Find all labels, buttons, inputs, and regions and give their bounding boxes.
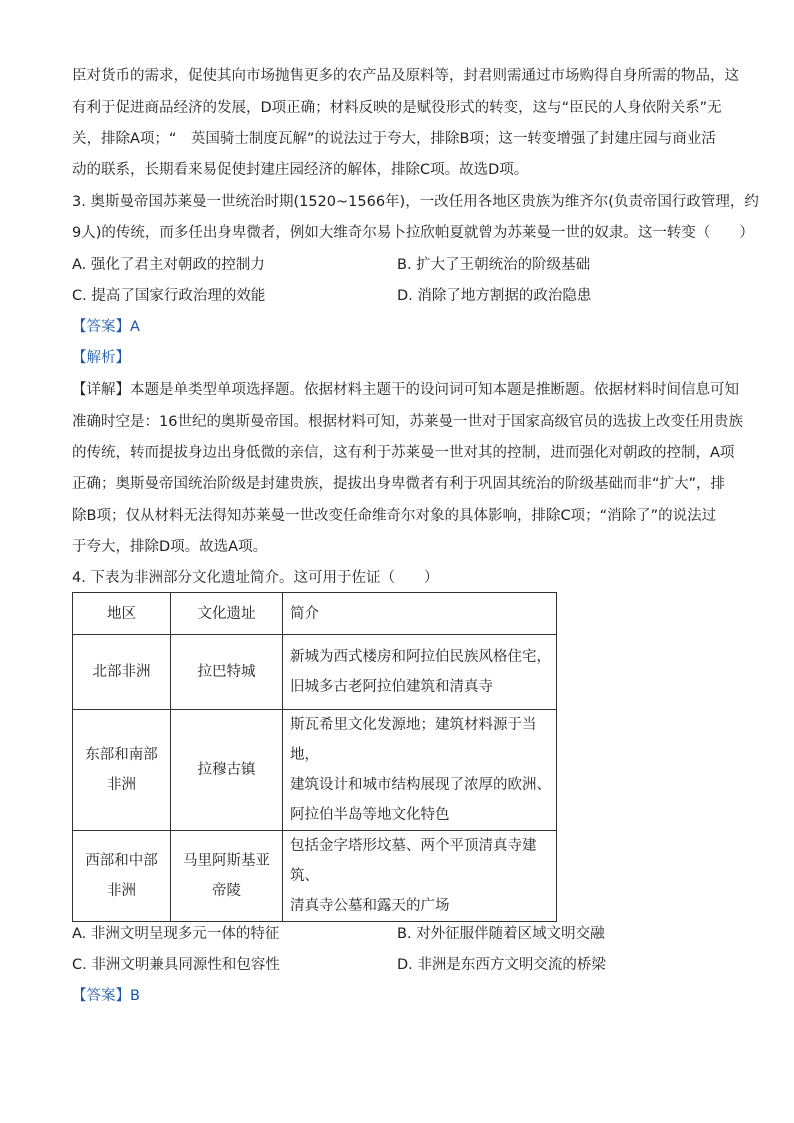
question-4-stem: 4. 下表为非洲部分文化遗址简介。这可用于佐证（ ） [72,570,439,586]
cell-text: 非洲 [107,883,136,899]
q3-detail-line: 正确；奥斯曼帝国统治阶级是封建贵族，提拔出身卑微者有利于巩固其统治的阶级基础而非“扩大”，排 [72,476,726,492]
cell-text: 清真寺公墓和露天的广场 [290,898,450,914]
q3-option-c: C. 提高了国家行政治理的效能 [72,288,266,304]
paragraph-line: 臣对货币的需求，促使其向市场抛售更多的农产品及原料等，封君则需通过市场购得自身所需的物品，这 [72,68,739,84]
cell-text: 斯瓦希里文化发源地；建筑材料源于当地， [290,717,537,763]
table-row [73,635,557,710]
cell-text: 旧城多古老阿拉伯建筑和清真寺 [290,679,493,695]
paragraph-line: 动的联系，长期看来易促使封建庄园经济的解体，排除C项。故选D项。 [72,162,529,178]
q3-option-a: A. 强化了君主对朝政的控制力 [72,257,265,273]
q4-option-a: A. 非洲文明呈现多元一体的特征 [72,926,280,942]
paragraph-line: 关，排除A项；“ 英国骑士制度瓦解”的说法过于夸大，排除B项；这一转变增强了封建庄园与商业活 [72,131,716,147]
cell-text: 西部和中部 [85,853,158,869]
q3-detail-line: 的传统，转而提拔身边出身低微的亲信，这有利于苏莱曼一世对其的控制，进而强化对朝政的控制，A项 [72,445,735,461]
question-3-stem-line: 3. 奥斯曼帝国苏莱曼一世统治时期(1520~1566年)，一改任用各地区贵族为维齐尔(负责帝国行政管理，约 [72,194,759,210]
table-row [73,831,557,922]
cell-text: 新城为西式楼房和阿拉伯民族风格住宅， [290,649,551,665]
table-row [73,710,557,831]
q3-analysis-label: 【解析】 [72,350,130,366]
cell-text: 拉穆古镇 [197,762,256,778]
cell-intro [283,831,557,922]
q3-detail-line: 除B项；仅从材料无法得知苏莱曼一世改变任命维奇尔对象的具体影响，排除C项；“消除了”的说法过 [72,508,717,524]
q3-detail-line: 【详解】本题是单类型单项选择题。依据材料主题干的设问词可知本题是推断题。依据材料时间信息可知 [72,382,739,398]
question-3-stem-line: 9人)的传统，而多任出身卑微者，例如大维奇尔易卜拉欣帕夏就曾为苏莱曼一世的奴隶。这一转变（ ） [72,225,754,241]
q4-option-b: B. 对外征服伴随着区域文明交融 [397,926,605,942]
cell-text: 马里阿斯基亚 [183,853,270,869]
cell-region [73,710,171,831]
q4-option-c: C. 非洲文明兼具同源性和包容性 [72,957,280,973]
q3-option-b: B. 扩大了王朝统治的阶级基础 [397,257,591,273]
cell-intro [283,635,557,710]
header-cell-intro: 简介 [283,593,557,635]
cell-text: 北部非洲 [92,664,151,680]
paragraph-line: 有利于促进商品经济的发展，D项正确；材料反映的是赋役形式的转变，这与“臣民的人身依附关系”无 [72,100,722,116]
q3-detail-line: 于夸大，排除D项。故选A项。 [72,539,268,555]
q4-answer-label: 【答案】B [72,988,140,1004]
cell-intro [283,710,557,831]
q3-option-d: D. 消除了地方割据的政治隐患 [397,288,592,304]
q3-answer-label: 【答案】A [72,319,140,335]
cell-text: 阿拉伯半岛等地文化特色 [290,807,450,823]
header-cell-site: 文化遗址 [171,593,283,635]
q4-option-d: D. 非洲是东西方文明交流的桥梁 [397,957,606,973]
cell-site [171,831,283,922]
header-cell-region: 地区 [73,593,171,635]
cell-text: 帝陵 [212,883,241,899]
table-header-row [73,593,557,635]
cell-region [73,635,171,710]
cell-site [171,635,283,710]
cell-text: 建筑设计和城市结构展现了浓厚的欧洲、 [290,777,551,793]
cell-text: 非洲 [107,777,136,793]
cell-text: 拉巴特城 [197,664,256,680]
cell-text: 包括金字塔形坟墓、两个平顶清真寺建筑、 [290,838,537,884]
cell-region [73,831,171,922]
cell-site [171,710,283,831]
culture-sites-table [72,592,557,922]
cell-text: 东部和南部 [85,747,158,763]
q3-detail-line: 准确时空是：16世纪的奥斯曼帝国。根据材料可知，苏莱曼一世对于国家高级官员的选拔上改变任用贵族 [72,414,743,430]
